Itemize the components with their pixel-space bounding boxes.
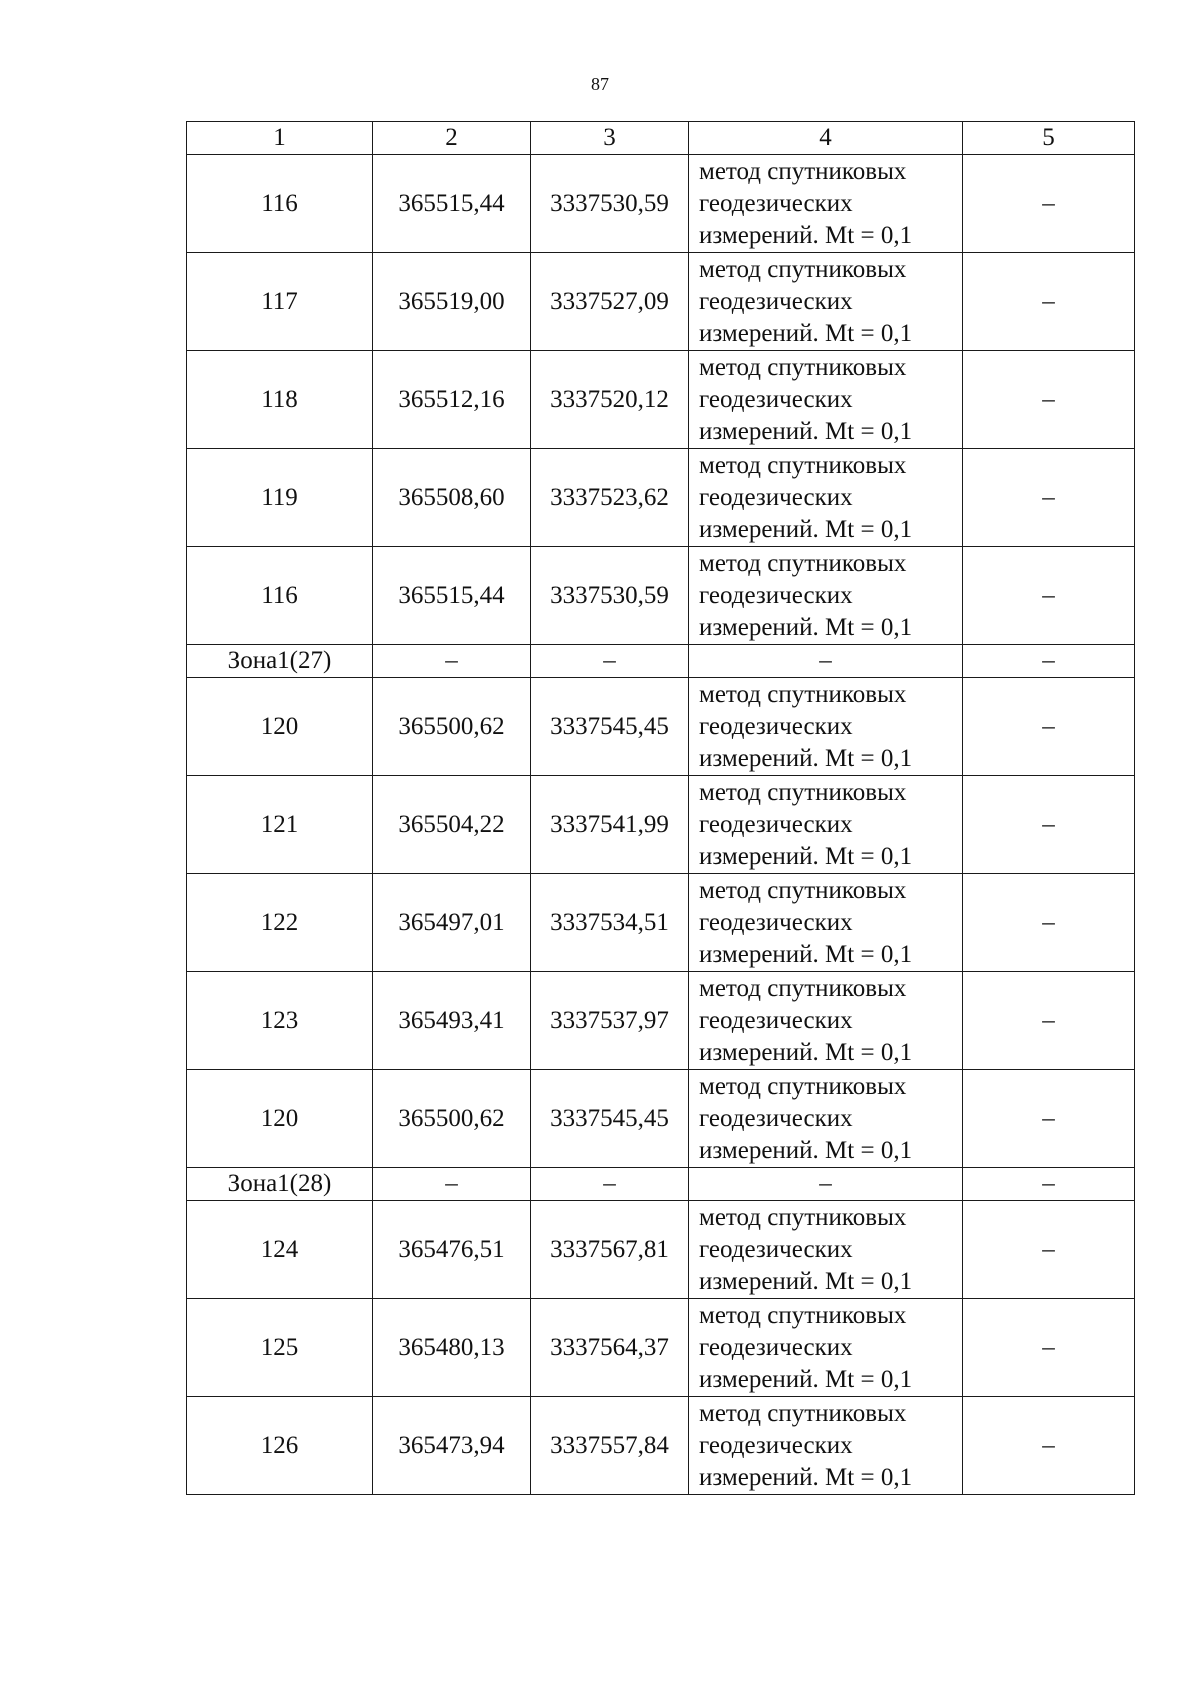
method-line: геодезических [699, 1006, 853, 1034]
method-line: метод спутниковых [699, 1203, 907, 1231]
method-line: геодезических [699, 385, 853, 413]
point-number-cell: 125 [187, 1299, 373, 1397]
method-cell [689, 972, 963, 1070]
note-cell: – [963, 776, 1135, 874]
method-line: измерений. Mt = 0,1 [699, 1038, 913, 1066]
table-row [187, 1070, 1135, 1168]
y-coordinate-cell: 3337527,09 [531, 253, 689, 351]
table-row [187, 253, 1135, 351]
x-coordinate-cell: 365508,60 [373, 449, 531, 547]
method-line: измерений. Mt = 0,1 [699, 515, 913, 543]
method-line: измерений. Mt = 0,1 [699, 319, 913, 347]
y-coordinate-cell: 3337534,51 [531, 874, 689, 972]
point-number-cell: 123 [187, 972, 373, 1070]
page-number: 87 [591, 74, 609, 94]
method-line: измерений. Mt = 0,1 [699, 417, 913, 445]
x-coordinate-cell: 365497,01 [373, 874, 531, 972]
method-line: измерений. Mt = 0,1 [699, 1267, 913, 1295]
table-row [187, 1397, 1135, 1495]
note-cell: – [963, 351, 1135, 449]
x-coordinate-cell: 365500,62 [373, 1070, 531, 1168]
x-coordinate-cell: 365519,00 [373, 253, 531, 351]
method-cell [689, 253, 963, 351]
y-coordinate-cell: 3337545,45 [531, 678, 689, 776]
method-line: метод спутниковых [699, 255, 907, 283]
method-line: метод спутниковых [699, 157, 907, 185]
method-cell [689, 1299, 963, 1397]
dash-cell: – [963, 1168, 1135, 1201]
method-cell [689, 1397, 963, 1495]
method-line: метод спутниковых [699, 1301, 907, 1329]
method-line: метод спутниковых [699, 876, 907, 904]
x-coordinate-cell: 365515,44 [373, 547, 531, 645]
column-header: 5 [963, 122, 1135, 155]
dash-cell: – [963, 645, 1135, 678]
method-cell [689, 678, 963, 776]
method-line: измерений. Mt = 0,1 [699, 1463, 913, 1491]
method-line: геодезических [699, 908, 853, 936]
method-line: геодезических [699, 1333, 853, 1361]
y-coordinate-cell: 3337537,97 [531, 972, 689, 1070]
method-line: геодезических [699, 1235, 853, 1263]
table-row [187, 547, 1135, 645]
y-coordinate-cell: 3337530,59 [531, 155, 689, 253]
method-line: метод спутниковых [699, 353, 907, 381]
column-header: 1 [187, 122, 373, 155]
point-number-cell: 119 [187, 449, 373, 547]
method-line: метод спутниковых [699, 974, 907, 1002]
method-line: измерений. Mt = 0,1 [699, 744, 913, 772]
note-cell: – [963, 253, 1135, 351]
note-cell: – [963, 1070, 1135, 1168]
method-line: метод спутниковых [699, 680, 907, 708]
x-coordinate-cell: 365504,22 [373, 776, 531, 874]
y-coordinate-cell: 3337530,59 [531, 547, 689, 645]
zone-label-cell: Зона1(27) [187, 645, 373, 678]
x-coordinate-cell: 365515,44 [373, 155, 531, 253]
table-row [187, 1201, 1135, 1299]
table-row [187, 449, 1135, 547]
table-row [187, 351, 1135, 449]
note-cell: – [963, 449, 1135, 547]
y-coordinate-cell: 3337545,45 [531, 1070, 689, 1168]
y-coordinate-cell: 3337564,37 [531, 1299, 689, 1397]
x-coordinate-cell: 365512,16 [373, 351, 531, 449]
point-number-cell: 120 [187, 1070, 373, 1168]
table-row [187, 155, 1135, 253]
note-cell: – [963, 1299, 1135, 1397]
point-number-cell: 121 [187, 776, 373, 874]
x-coordinate-cell: 365480,13 [373, 1299, 531, 1397]
method-line: измерений. Mt = 0,1 [699, 221, 913, 249]
method-line: метод спутниковых [699, 451, 907, 479]
column-header: 3 [531, 122, 689, 155]
y-coordinate-cell: 3337567,81 [531, 1201, 689, 1299]
point-number-cell: 117 [187, 253, 373, 351]
dash-cell: – [373, 645, 531, 678]
method-line: метод спутниковых [699, 1399, 907, 1427]
method-line: геодезических [699, 1104, 853, 1132]
point-number-cell: 118 [187, 351, 373, 449]
point-number-cell: 122 [187, 874, 373, 972]
dash-cell: – [689, 645, 963, 678]
table-row [187, 678, 1135, 776]
note-cell: – [963, 155, 1135, 253]
method-cell [689, 547, 963, 645]
table-row [187, 874, 1135, 972]
method-line: измерений. Mt = 0,1 [699, 940, 913, 968]
method-cell [689, 776, 963, 874]
method-line: геодезических [699, 712, 853, 740]
method-line: измерений. Mt = 0,1 [699, 842, 913, 870]
method-cell [689, 155, 963, 253]
table-row [187, 776, 1135, 874]
y-coordinate-cell: 3337541,99 [531, 776, 689, 874]
dash-cell: – [373, 1168, 531, 1201]
note-cell: – [963, 678, 1135, 776]
method-line: измерений. Mt = 0,1 [699, 613, 913, 641]
method-line: метод спутниковых [699, 1072, 907, 1100]
x-coordinate-cell: 365493,41 [373, 972, 531, 1070]
method-line: метод спутниковых [699, 778, 907, 806]
y-coordinate-cell: 3337523,62 [531, 449, 689, 547]
method-line: измерений. Mt = 0,1 [699, 1136, 913, 1164]
point-number-cell: 116 [187, 547, 373, 645]
table-header-row [187, 122, 1135, 155]
method-line: геодезических [699, 483, 853, 511]
method-line: геодезических [699, 581, 853, 609]
method-line: геодезических [699, 189, 853, 217]
method-cell [689, 1201, 963, 1299]
column-header: 4 [689, 122, 963, 155]
coordinates-table [186, 121, 1135, 1495]
method-line: геодезических [699, 1431, 853, 1459]
table-row [187, 972, 1135, 1070]
x-coordinate-cell: 365500,62 [373, 678, 531, 776]
table-body [187, 122, 1135, 1495]
method-cell [689, 449, 963, 547]
x-coordinate-cell: 365473,94 [373, 1397, 531, 1495]
point-number-cell: 126 [187, 1397, 373, 1495]
method-cell [689, 874, 963, 972]
point-number-cell: 120 [187, 678, 373, 776]
dash-cell: – [531, 645, 689, 678]
method-line: метод спутниковых [699, 549, 907, 577]
note-cell: – [963, 972, 1135, 1070]
column-header: 2 [373, 122, 531, 155]
method-line: геодезических [699, 287, 853, 315]
note-cell: – [963, 1201, 1135, 1299]
x-coordinate-cell: 365476,51 [373, 1201, 531, 1299]
method-line: измерений. Mt = 0,1 [699, 1365, 913, 1393]
point-number-cell: 116 [187, 155, 373, 253]
note-cell: – [963, 874, 1135, 972]
zone-row [187, 1168, 1135, 1201]
note-cell: – [963, 547, 1135, 645]
point-number-cell: 124 [187, 1201, 373, 1299]
method-cell [689, 351, 963, 449]
y-coordinate-cell: 3337557,84 [531, 1397, 689, 1495]
method-cell [689, 1070, 963, 1168]
dash-cell: – [531, 1168, 689, 1201]
zone-label-cell: Зона1(28) [187, 1168, 373, 1201]
zone-row [187, 645, 1135, 678]
method-line: геодезических [699, 810, 853, 838]
dash-cell: – [689, 1168, 963, 1201]
note-cell: – [963, 1397, 1135, 1495]
y-coordinate-cell: 3337520,12 [531, 351, 689, 449]
table-row [187, 1299, 1135, 1397]
